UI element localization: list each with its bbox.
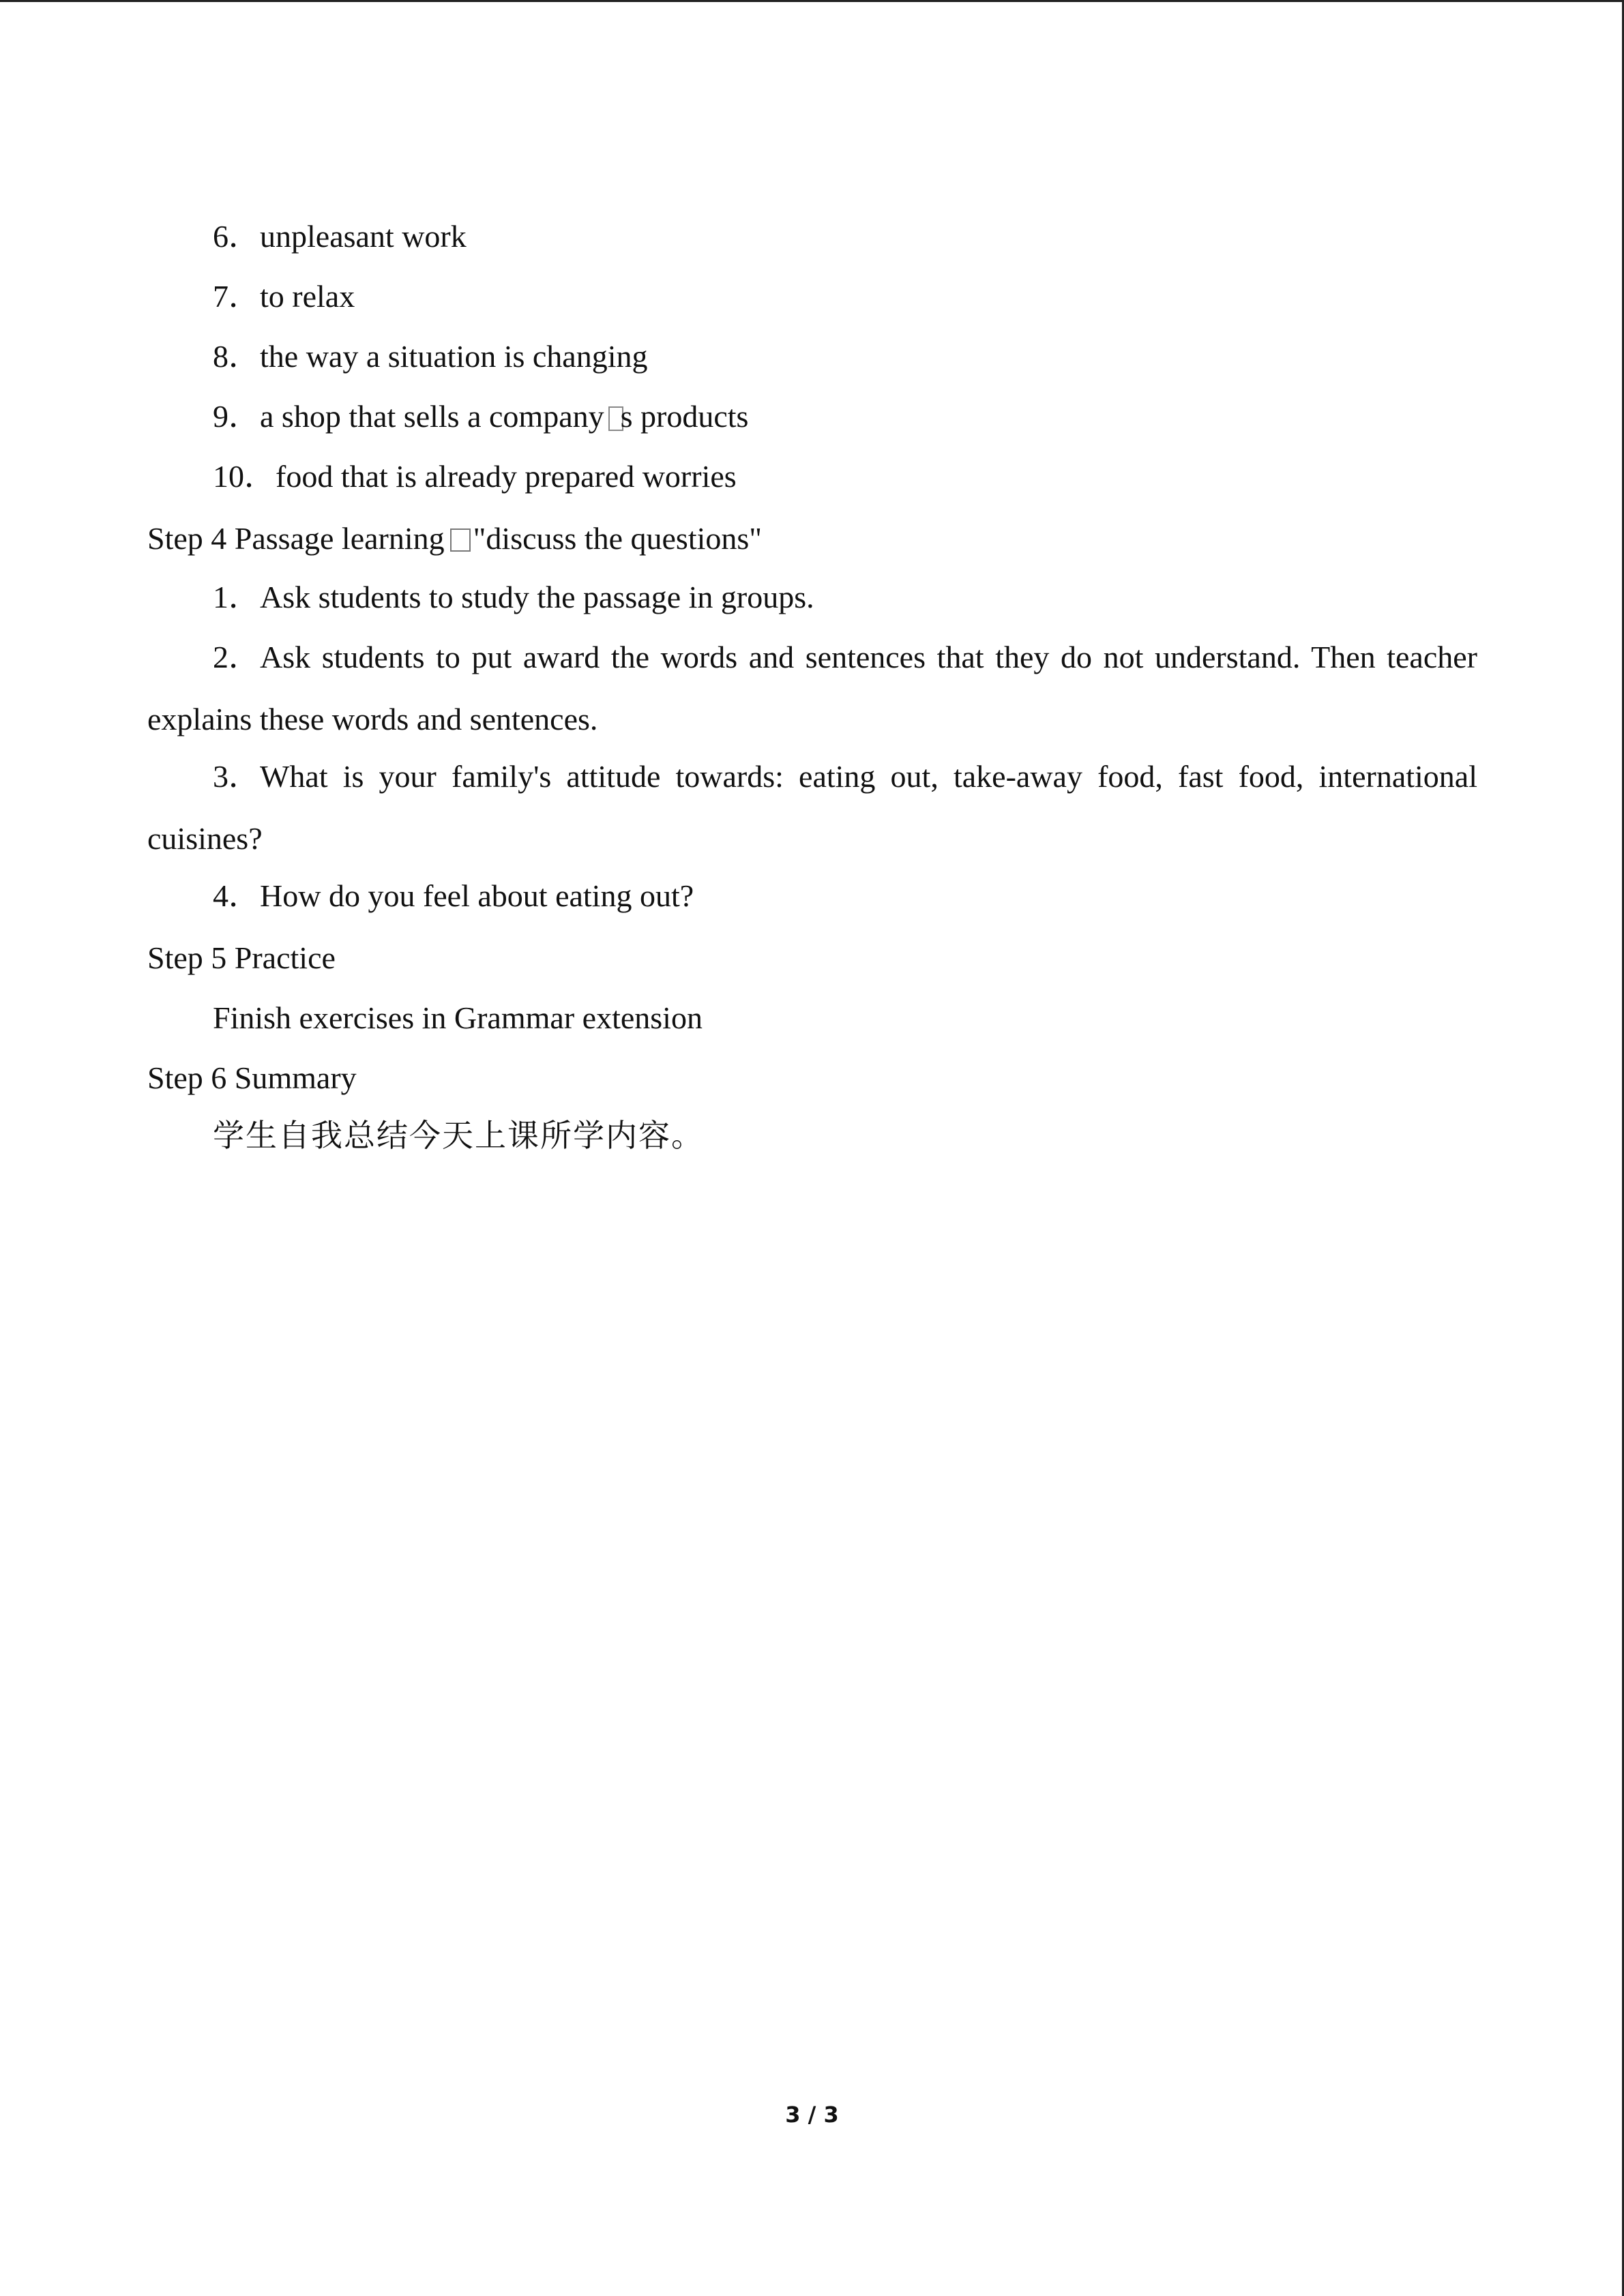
list-item-continuation	[147, 700, 597, 739]
list-item-number: 10．	[213, 459, 276, 494]
step-heading	[147, 1058, 357, 1098]
list-item-text: Ask students to study the passage in groups.	[260, 580, 814, 614]
list-item-number: 8．	[213, 339, 260, 374]
list-item-number: 3．	[213, 759, 260, 794]
missing-glyph-icon	[450, 528, 471, 552]
paragraph	[213, 998, 703, 1038]
list-item-text: explains these words and sentences.	[147, 702, 598, 736]
paragraph-text: Finish exercises in Grammar extension	[213, 1000, 703, 1035]
step-heading-text: Step 5 Practice	[147, 940, 336, 975]
paragraph	[213, 1116, 704, 1155]
list-item-text: s products	[620, 399, 749, 434]
list-item-text: the way a situation is changing	[260, 339, 648, 374]
list-item	[213, 277, 355, 316]
list-item	[213, 638, 1477, 677]
list-item	[213, 337, 648, 376]
step-heading-text: Step 4 Passage learning	[147, 521, 445, 556]
list-item-text: How do you feel about eating out?	[260, 878, 694, 913]
list-item-text: to relax	[260, 279, 355, 314]
list-item-text: Ask students to put award the words and sentences that they do not understand. Then teacher	[260, 640, 1477, 674]
list-item	[213, 457, 737, 496]
list-item-number: 1．	[213, 580, 260, 614]
list-item	[213, 876, 694, 916]
page-border-top	[0, 0, 1624, 2]
list-item-number: 2．	[213, 640, 260, 674]
list-item-continuation	[147, 819, 263, 859]
list-item-text: What is your family's attitude towards: eating out, take-away food, fast food, international	[260, 759, 1477, 794]
list-item	[213, 217, 467, 256]
list-item-text: a shop that sells a company	[260, 399, 604, 434]
list-item-text: unpleasant work	[260, 219, 467, 254]
step-heading-text: Step 6 Summary	[147, 1060, 357, 1095]
list-item-number: 4．	[213, 878, 260, 913]
list-item-number: 7．	[213, 279, 260, 314]
step-heading-text: "discuss the questions"	[473, 521, 763, 556]
list-item	[213, 757, 1477, 796]
list-item-number: 9．	[213, 399, 260, 434]
list-item-number: 6．	[213, 219, 260, 254]
list-item	[213, 397, 748, 436]
page-number: 3 / 3	[785, 2102, 839, 2128]
paragraph-text: 学生自我总结今天上课所学内容。	[213, 1117, 704, 1154]
list-item-text: food that is already prepared worries	[276, 459, 737, 494]
list-item-text: cuisines?	[147, 821, 263, 856]
list-item	[213, 578, 814, 617]
step-heading	[147, 519, 762, 558]
step-heading	[147, 938, 336, 978]
